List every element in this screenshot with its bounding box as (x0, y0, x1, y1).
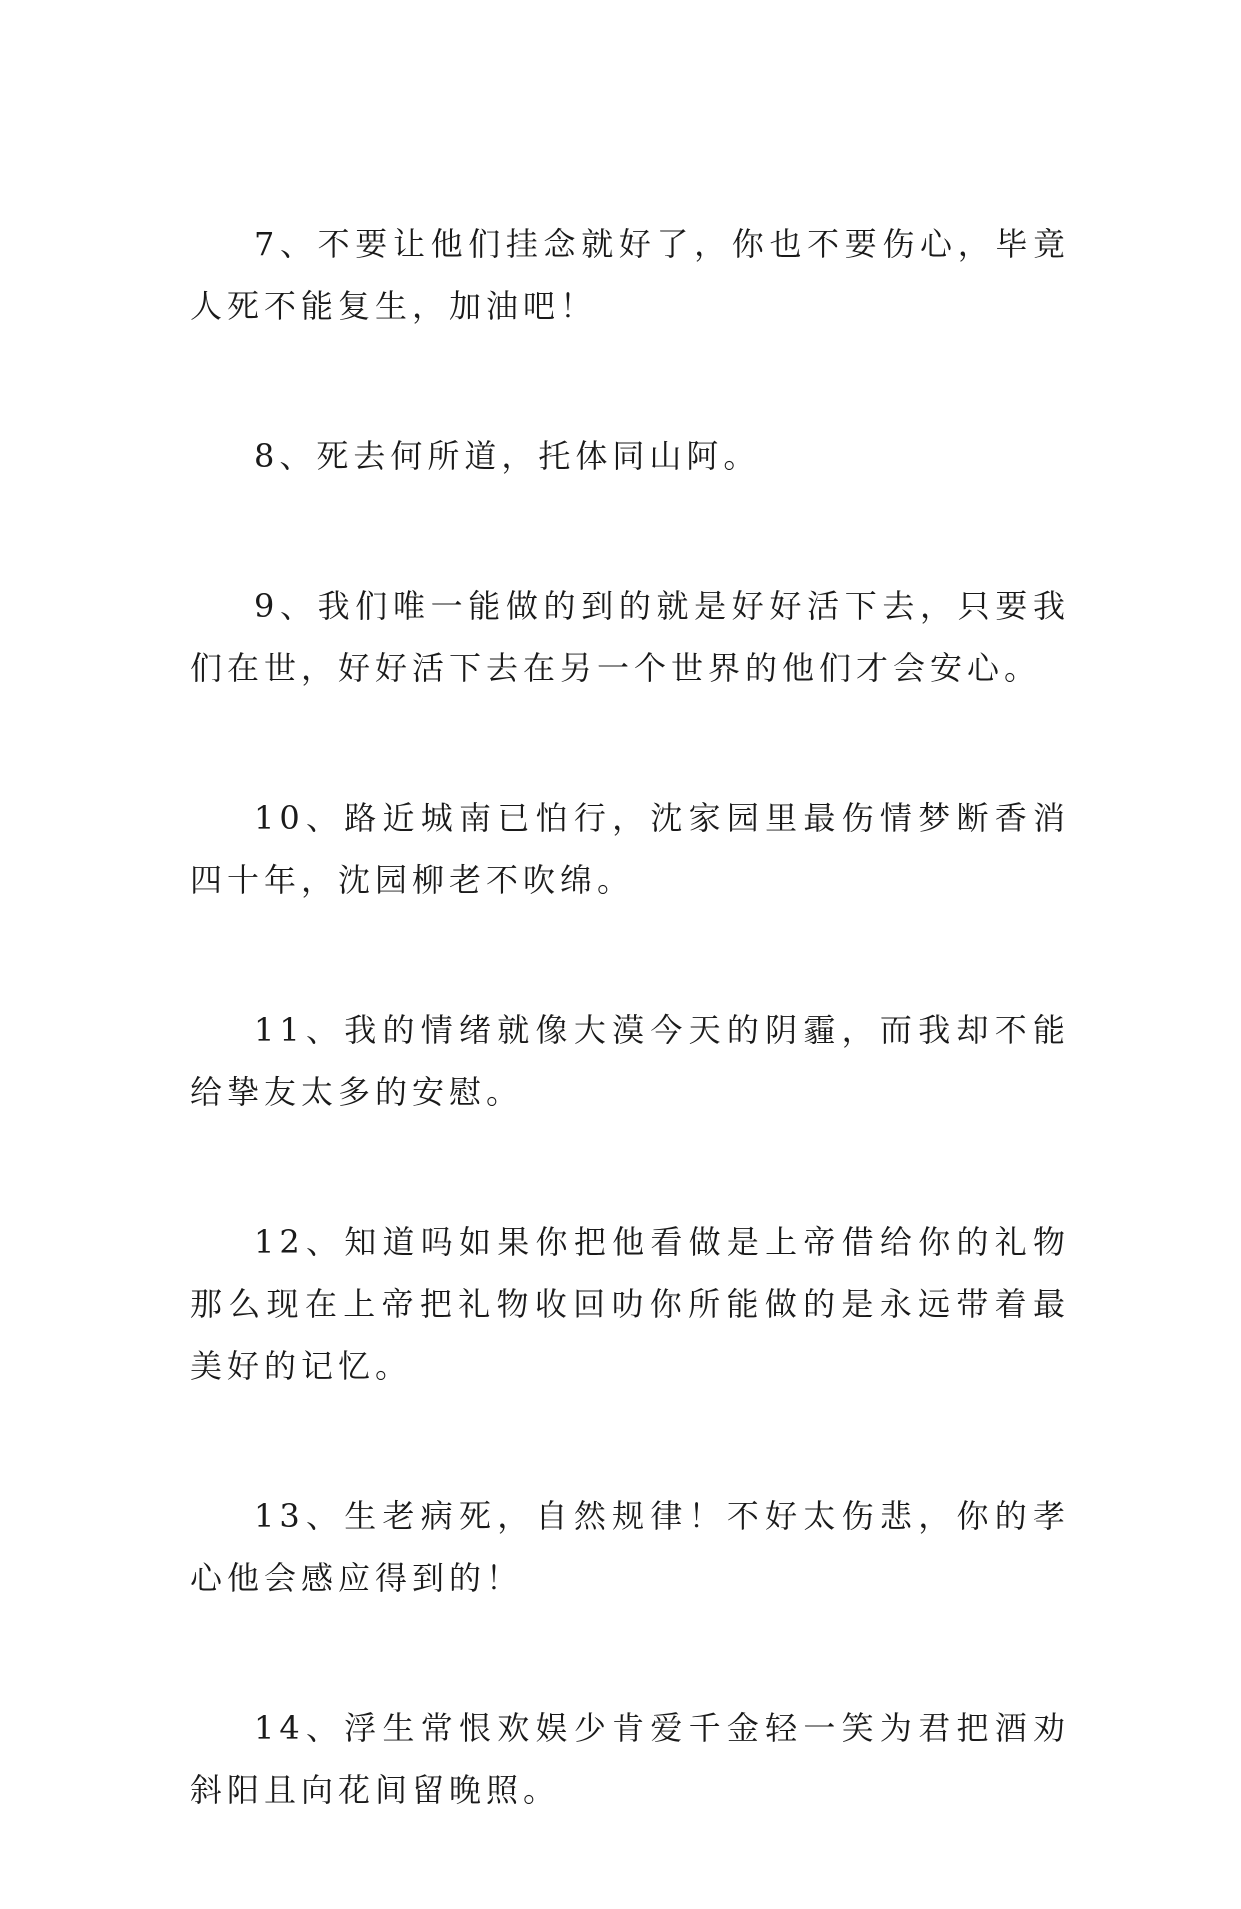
document-body (190, 213, 1070, 1909)
paragraph-13: 13、生老病死，自然规律！不好太伤悲，你的孝心他会感应得到的！ (190, 1497, 1070, 1597)
paragraph-10: 10、路近城南已怕行，沈家园里最伤情梦断香消四十年，沈园柳老不吹绵。 (190, 799, 1070, 899)
paragraph-7: 7、不要让他们挂念就好了，你也不要伤心，毕竟人死不能复生，加油吧！ (190, 225, 1070, 325)
paragraph-11: 11、我的情绪就像大漠今天的阴霾，而我却不能给挚友太多的安慰。 (190, 1011, 1070, 1111)
paragraph-9: 9、我们唯一能做的到的就是好好活下去，只要我们在世，好好活下去在另一个世界的他们才会安心。 (190, 587, 1070, 687)
paragraph-12: 12、知道吗如果你把他看做是上帝借给你的礼物那么现在上帝把礼物收回叻你所能做的是永远带着最美好的记忆。 (190, 1223, 1070, 1385)
paragraph-14: 14、浮生常恨欢娱少肯爱千金轻一笑为君把酒劝斜阳且向花间留晚照。 (190, 1709, 1070, 1809)
paragraph-8: 8、死去何所道，托体同山阿。 (254, 437, 761, 475)
